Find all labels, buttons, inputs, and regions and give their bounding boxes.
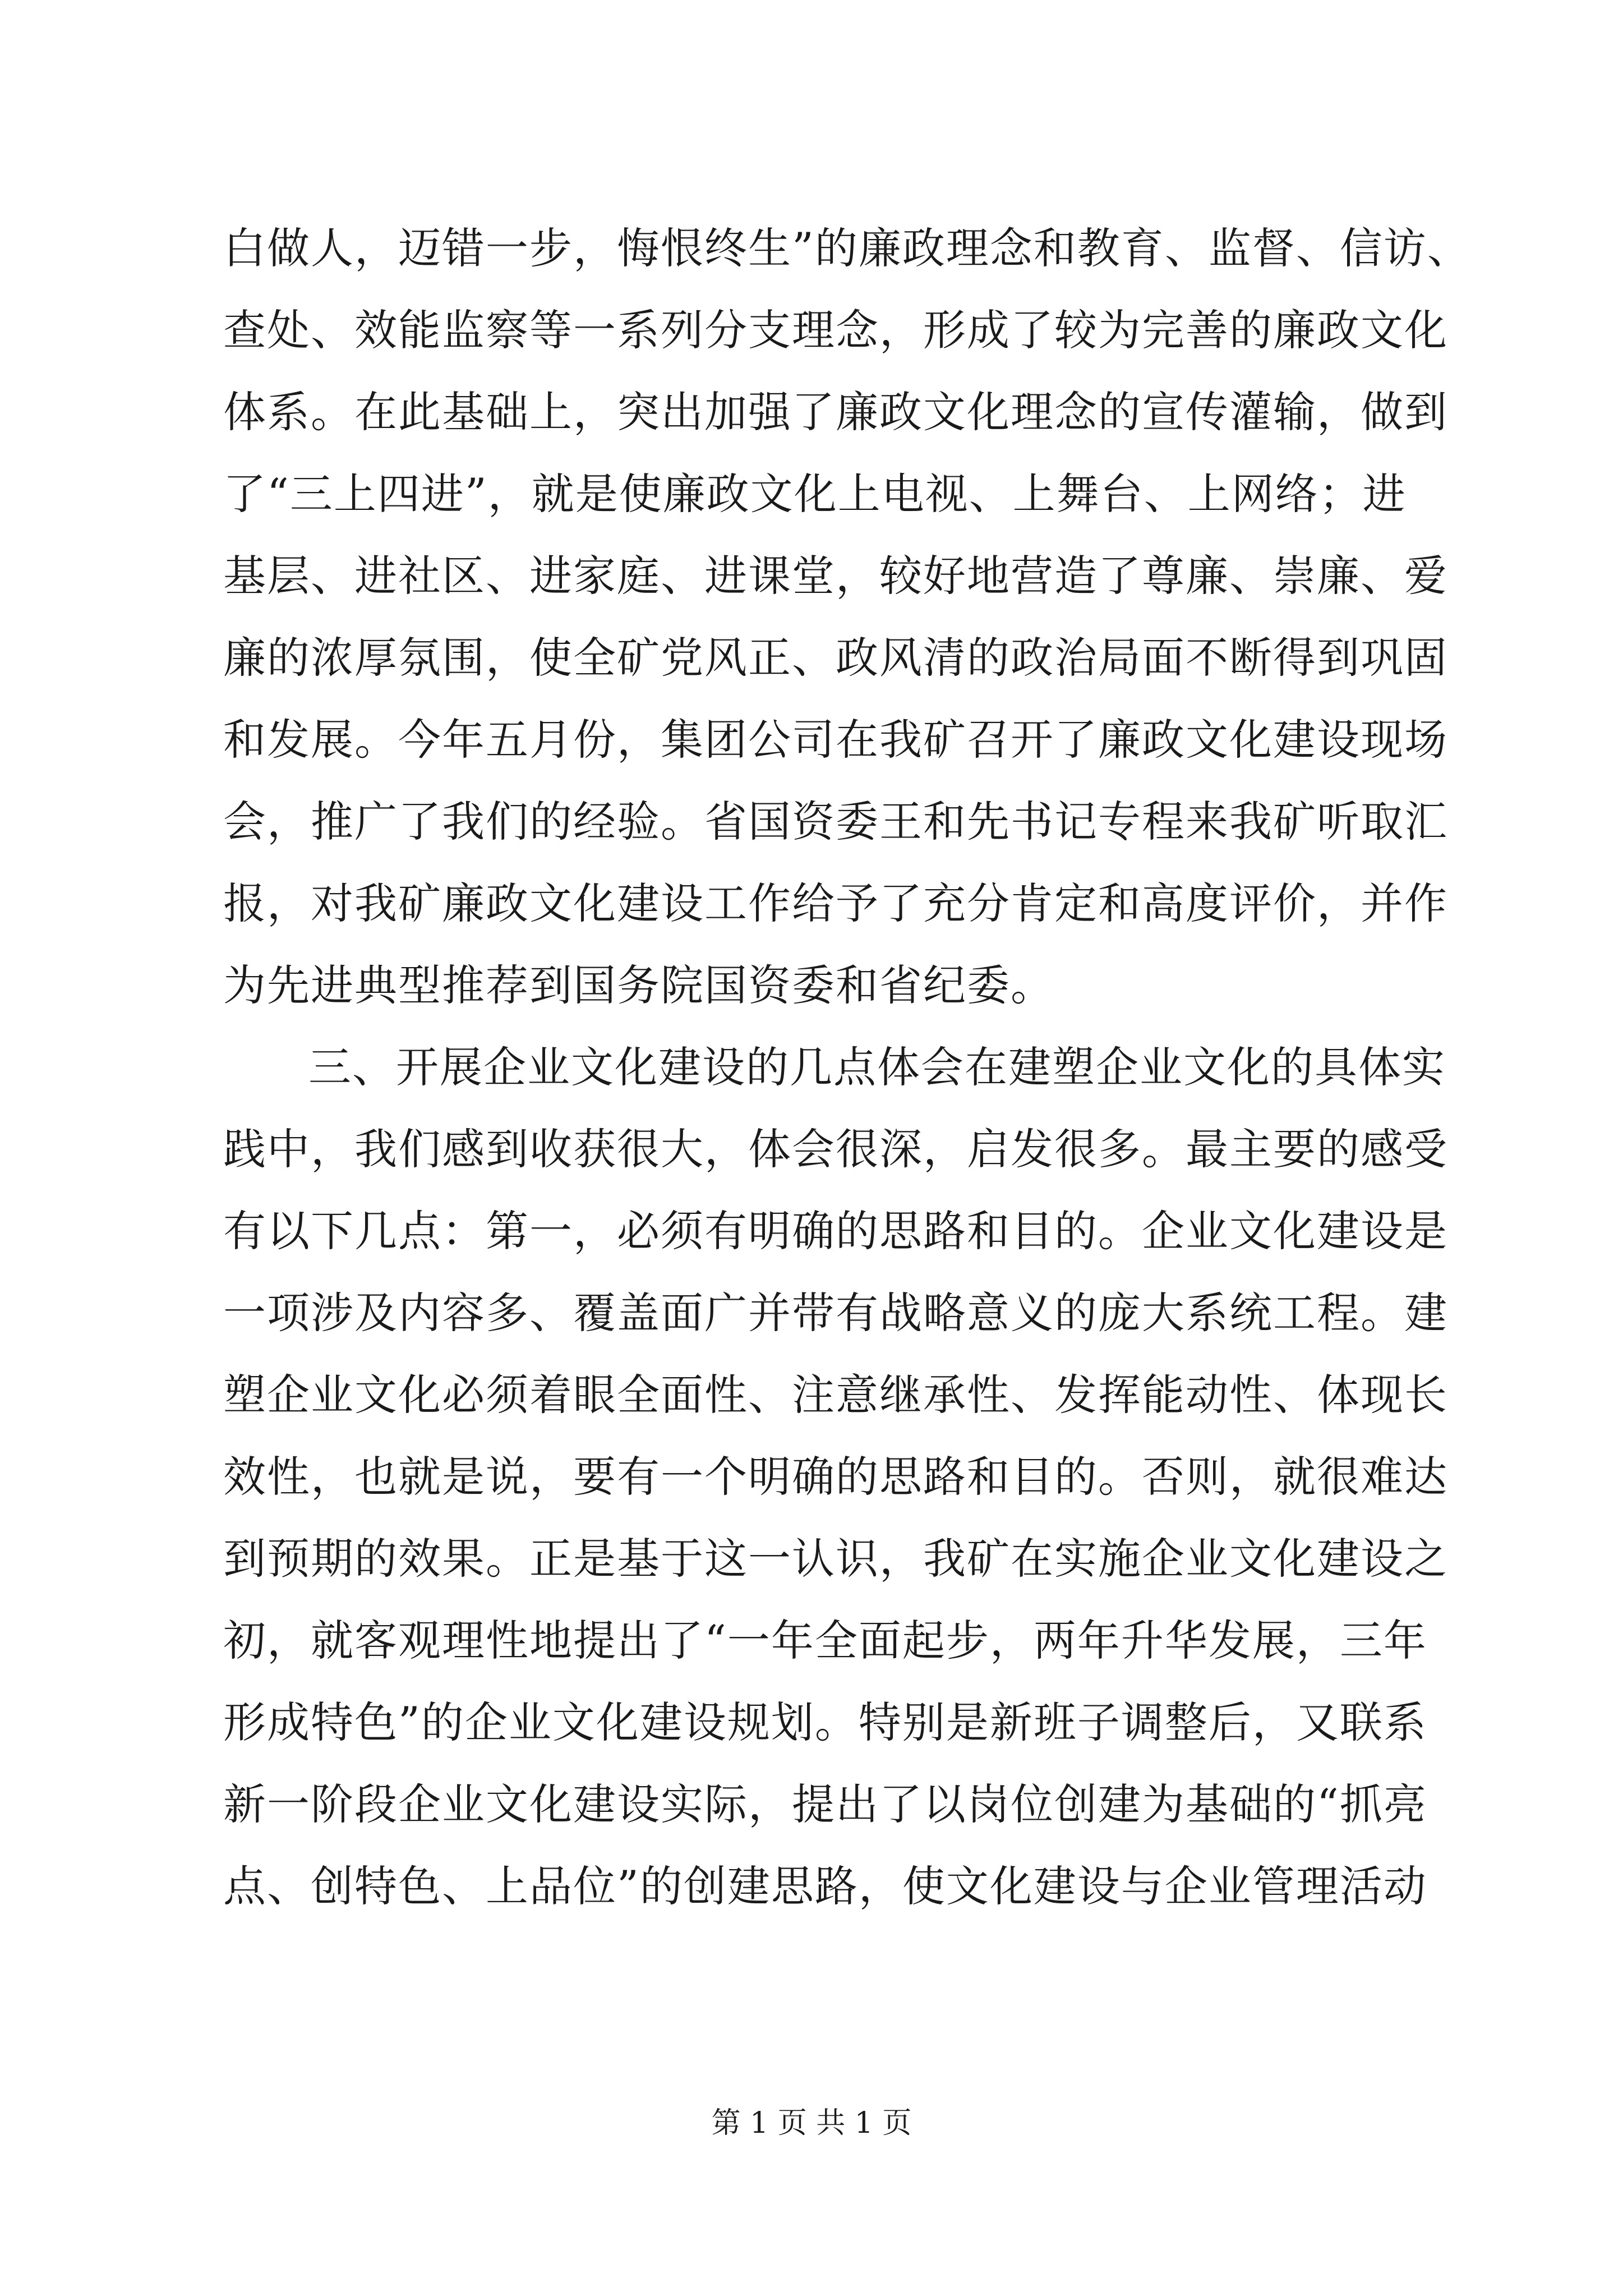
text-line: 查处、效能监察等一系列分支理念，形成了较为完善的廉政文化 [223,305,1448,355]
text-line: 白做人，迈错一步，悔恨终生”的廉政理念和教育、监督、信访、 [223,223,1471,273]
text-line: 了“三上四进”，就是使廉政文化上电视、上舞台、上网络；进 [223,469,1407,519]
text-line: 基层、进社区、进家庭、进课堂，较好地营造了尊廉、崇廉、爱 [223,551,1448,601]
text-line: 初，就客观理性地提出了“一年全面起步，两年升华发展，三年 [223,1616,1427,1665]
section-heading-line: 三、开展企业文化建设的几点体会在建塑企业文化的具体实 [308,1042,1446,1092]
text-line: 到预期的效果。正是基于这一认识，我矿在实施企业文化建设之 [223,1534,1448,1584]
text-line: 廉的浓厚氛围，使全矿党风正、政风清的政治局面不断得到巩固 [223,633,1448,683]
text-line: 点、创特色、上品位”的创建思路，使文化建设与企业管理活动 [223,1861,1427,1911]
text-line: 为先进典型推荐到国务院国资委和省纪委。 [223,960,1054,1010]
text-line: 体系。在此基础上，突出加强了廉政文化理念的宣传灌输，做到 [223,387,1448,437]
text-line: 塑企业文化必须着眼全面性、注意继承性、发挥能动性、体现长 [223,1370,1448,1420]
text-line: 会，推广了我们的经验。省国资委王和先书记专程来我矿听取汇 [223,797,1448,846]
body-text [223,208,1471,1927]
text-line: 效性，也就是说，要有一个明确的思路和目的。否则，就很难达 [223,1452,1448,1502]
text-line: 和发展。今年五月份，集团公司在我矿召开了廉政文化建设现场 [223,715,1448,765]
text-line: 有以下几点：第一，必须有明确的思路和目的。企业文化建设是 [223,1206,1448,1256]
text-line: 践中，我们感到收获很大，体会很深，启发很多。最主要的感受 [223,1124,1448,1174]
text-line: 新一阶段企业文化建设实际，提出了以岗位创建为基础的“抓亮 [223,1779,1427,1829]
text-line: 一项涉及内容多、覆盖面广并带有战略意义的庞大系统工程。建 [223,1288,1448,1338]
text-line: 形成特色”的企业文化建设规划。特别是新班子调整后，又联系 [223,1697,1427,1747]
text-line: 报，对我矿廉政文化建设工作给予了充分肯定和高度评价，并作 [223,878,1448,928]
page-number-footer: 第 1 页 共 1 页 [711,2106,912,2140]
